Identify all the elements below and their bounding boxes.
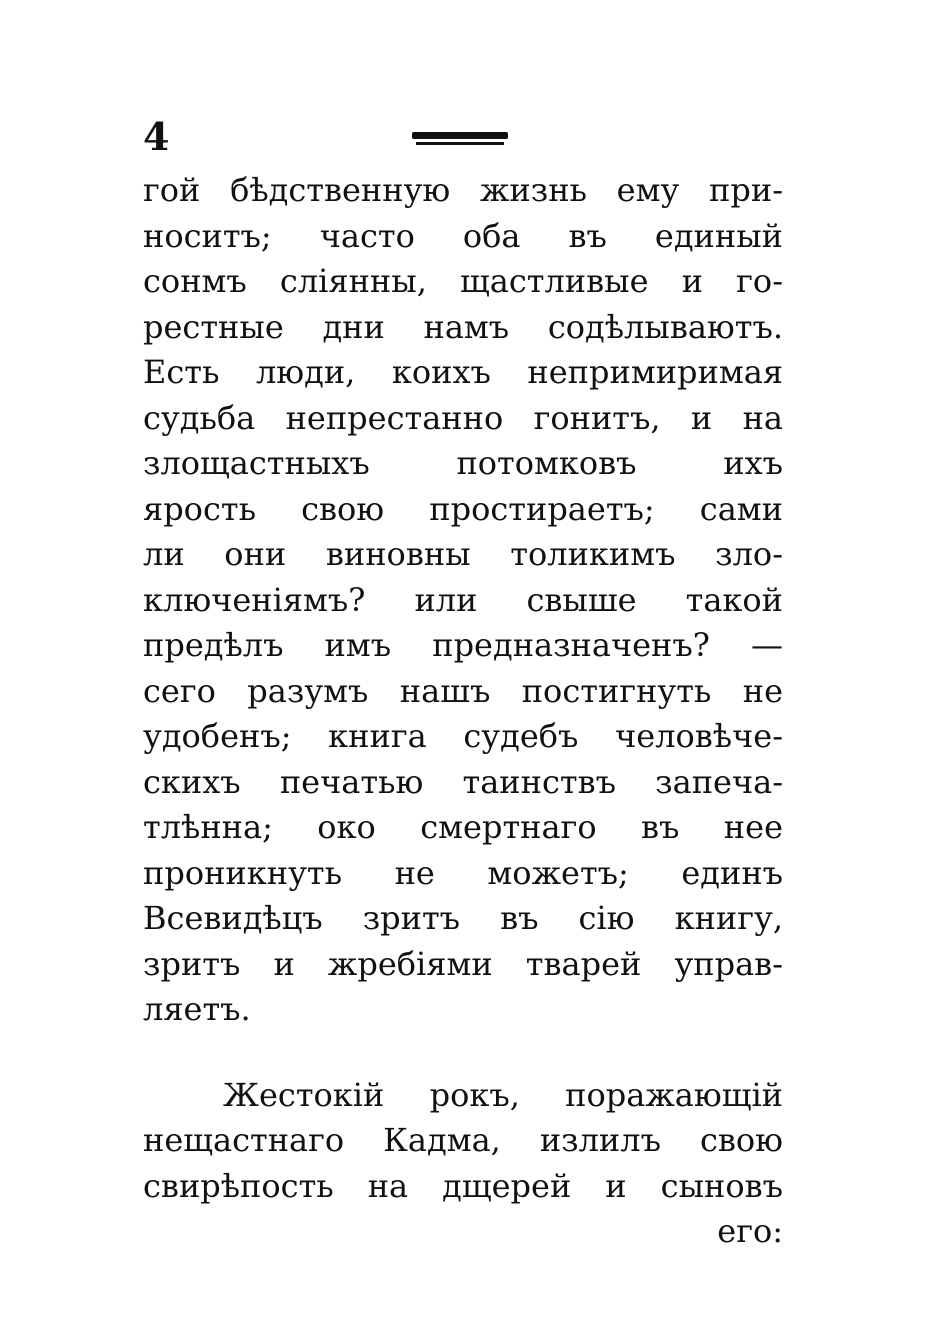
catchword: его: (717, 1212, 783, 1250)
body-text (143, 168, 783, 1255)
text-line: ключенiямъ? или свыше такой (143, 580, 783, 619)
text-line: ярость свою простираетъ; сами (143, 489, 783, 528)
text-line: гой бѣдственную жизнь ему при- (143, 171, 783, 209)
text-line: нещастнаго Кадма, излилъ свою (143, 1121, 783, 1159)
ornament-bar-bottom (416, 142, 504, 145)
text-line: проникнуть не можетъ; единъ (143, 853, 783, 892)
text-line: сонмъ слiянны, щастливые и го- (143, 262, 783, 300)
text-line: ли они виновны толикимъ зло- (143, 535, 783, 573)
text-line: тлѣнна; око смертнаго въ нее (143, 808, 783, 846)
text-line: удобенъ; книга судебъ человѣче- (143, 717, 783, 755)
paragraph-1 (143, 168, 783, 1033)
page-number: 4 (143, 114, 170, 159)
text-line: Есть люди, коихъ непримиримая (143, 353, 783, 391)
text-line: злощастныхъ потомковъ ихъ (143, 444, 783, 482)
text-line: носитъ; часто оба въ единый (143, 216, 783, 255)
text-line: рестные дни намъ содѣлываютъ. (143, 307, 783, 346)
text-line: Жестокiй рокъ, поражающiй (223, 1075, 783, 1114)
text-line: свирѣпость на дщерей и сыновъ (143, 1166, 783, 1205)
paragraph-2 (143, 1073, 783, 1210)
text-line: предѣлъ имъ предназначенъ? — (143, 626, 783, 664)
text-line: скихъ печатью таинствъ запеча- (143, 762, 783, 801)
text-line: Всевидѣцъ зритъ въ сiю книгу, (143, 899, 783, 937)
header-ornament (410, 132, 510, 146)
text-line: ляетъ. (143, 990, 251, 1028)
ornament-bar-top (412, 132, 508, 139)
text-line: зритъ и жребiями тварей управ- (143, 944, 783, 983)
text-line: сего разумъ нашъ постигнуть не (143, 671, 783, 710)
paragraph-gap (143, 1033, 783, 1073)
text-line: судьба непрестанно гонитъ, и на (143, 398, 783, 437)
